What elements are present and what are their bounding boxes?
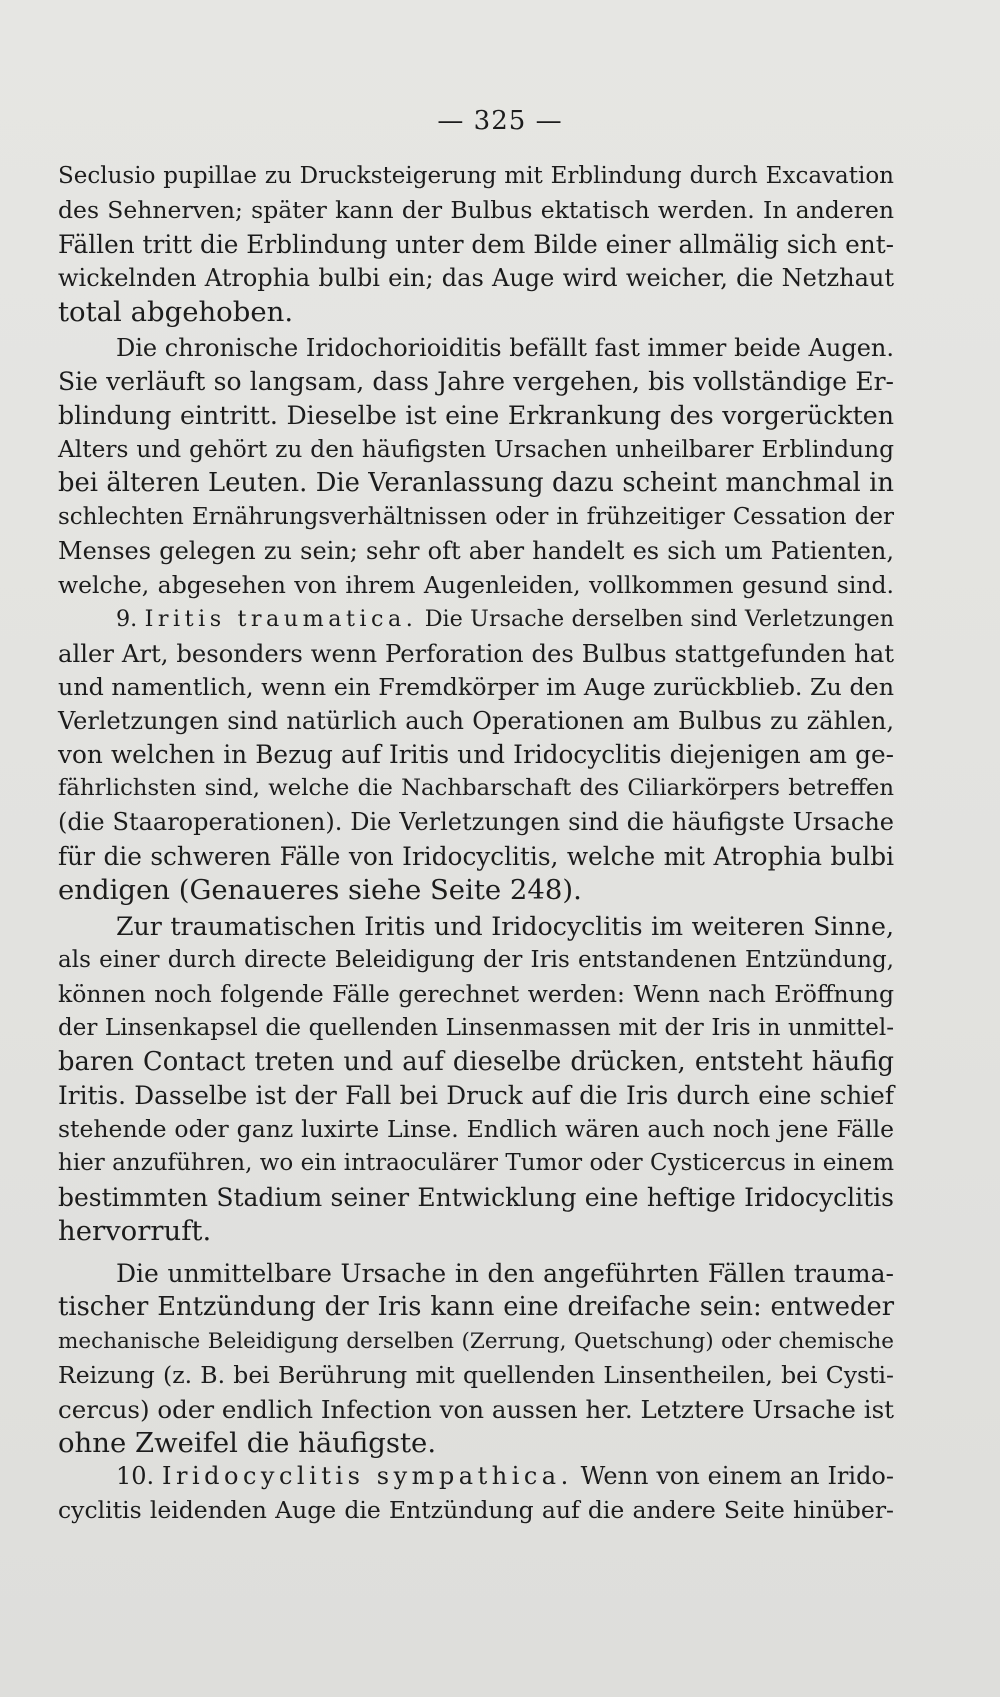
text-line: baren Contact treten und auf dieselbe drücken, entsteht häufig — [58, 1046, 894, 1077]
text-line: bei älteren Leuten. Die Veranlassung dazu scheint manchmal in — [58, 468, 894, 499]
text-line: und namentlich, wenn ein Fremdkörper im Auge zurückblieb. Zu den — [58, 672, 894, 701]
text-line: schlechten Ernährungsverhältnissen oder in frühzeitiger Cessation der — [58, 504, 894, 531]
text-line: Die chronische Iridochorioiditis befällt fast immer beide Augen. — [116, 333, 894, 362]
text-line: blindung eintritt. Dieselbe ist eine Erkrankung des vorgerückten — [58, 401, 894, 431]
text-line: fährlichsten sind, welche die Nachbarschaft des Ciliarkörpers betreffen — [58, 775, 894, 802]
text-line: Iritis. Dasselbe ist der Fall bei Druck auf die Iris durch eine schief — [58, 1081, 894, 1111]
text-line: aller Art, besonders wenn Perforation des Bulbus stattgefunden hat — [58, 638, 894, 668]
text-line: Die unmittelbare Ursache in den angeführten Fällen trauma- — [116, 1259, 894, 1288]
text-line: stehende oder ganz luxirte Linse. Endlich wären auch noch jene Fälle — [58, 1115, 894, 1144]
text-line: Die Ursache derselben sind Verletzungen — [424, 605, 895, 632]
text-line: Seclusio pupillae zu Drucksteigerung mit Erblindung durch Excavation — [58, 163, 894, 189]
text-line: können noch folgende Fälle gerechnet werden: Wenn nach Eröffnung — [58, 979, 894, 1008]
text-line: cercus) oder endlich Infection von aussen her. Letztere Ursache ist — [58, 1394, 894, 1424]
paragraph — [58, 603, 894, 908]
text-line: von welchen in Bezug auf Iritis und Iridocyclitis diejenigen am ge- — [58, 740, 894, 770]
text-line: Fällen tritt die Erblindung unter dem Bilde einer allmälig sich ent- — [58, 229, 894, 259]
text-line: endigen (Genaueres siehe Seite 248). — [58, 874, 582, 907]
text-line: tischer Entzündung der Iris kann eine dreifache sein: entweder — [58, 1291, 894, 1322]
text-line: des Sehnerven; später kann der Bulbus ektatisch werden. In anderen — [58, 195, 894, 224]
text-line: Verletzungen sind natürlich auch Operationen am Bulbus zu zählen, — [58, 706, 894, 735]
section-number: 10. — [116, 1462, 155, 1491]
text-line: Menses gelegen zu sein; sehr oft aber handelt es sich um Patienten, — [58, 536, 894, 565]
paragraph — [58, 1460, 894, 1528]
text-line: Alters und gehört zu den häufigsten Ursachen unheilbarer Erblindung — [58, 436, 894, 464]
text-line: ohne Zweifel die häufigste. — [58, 1426, 437, 1459]
page-number: — 325 — — [437, 106, 563, 136]
text-line: cyclitis leidenden Auge die Entzündung auf die andere Seite hinüber- — [58, 1496, 894, 1525]
text-line: Wenn von einem an Irido- — [580, 1462, 894, 1491]
text-line: Zur traumatischen Iritis und Iridocyclitis im weiteren Sinne, — [116, 911, 894, 941]
text-line: mechanische Beleidigung derselben (Zerrung, Quetschung) oder chemische — [58, 1328, 894, 1354]
text-line: total abgehoben. — [58, 295, 294, 328]
body-text — [58, 160, 894, 1528]
paragraph — [58, 160, 894, 330]
text-line: hier anzuführen, wo ein intraoculärer Tumor oder Cysticercus in einem — [58, 1150, 894, 1177]
text-line: (die Staaroperationen). Die Verletzungen sind die häufigste Ursache — [58, 808, 894, 837]
section-first-line — [58, 1460, 894, 1494]
text-line: hervorruft. — [58, 1215, 212, 1248]
section-number: 9. — [116, 605, 138, 632]
text-line: als einer durch directe Beleidigung der Iris entstandenen Entzündung, — [58, 946, 894, 973]
section-heading: Iritis traumatica. — [144, 605, 418, 632]
text-line: der Linsenkapsel die quellenden Linsenmassen mit der Iris in unmittel- — [58, 1014, 894, 1041]
text-line: Sie verläuft so langsam, dass Jahre vergehen, bis vollständige Er- — [58, 367, 894, 397]
paragraph — [58, 332, 894, 603]
section-heading: Iridocyclitis sympathica. — [162, 1462, 573, 1491]
text-line: bestimmten Stadium seiner Entwicklung eine heftige Iridocyclitis — [58, 1183, 894, 1213]
section-first-line — [58, 603, 894, 637]
text-line: Reizung (z. B. bei Berührung mit quellenden Linsentheilen, bei Cysti- — [58, 1360, 894, 1389]
paragraph — [58, 1257, 894, 1460]
paragraph — [58, 910, 894, 1249]
text-line: welche, abgesehen von ihrem Augenleiden, vollkommen gesund sind. — [58, 570, 894, 599]
text-line: wickelnden Atrophia bulbi ein; das Auge wird weicher, die Netzhaut — [58, 263, 894, 292]
text-line: für die schweren Fälle von Iridocyclitis, welche mit Atrophia bulbi — [58, 842, 894, 872]
